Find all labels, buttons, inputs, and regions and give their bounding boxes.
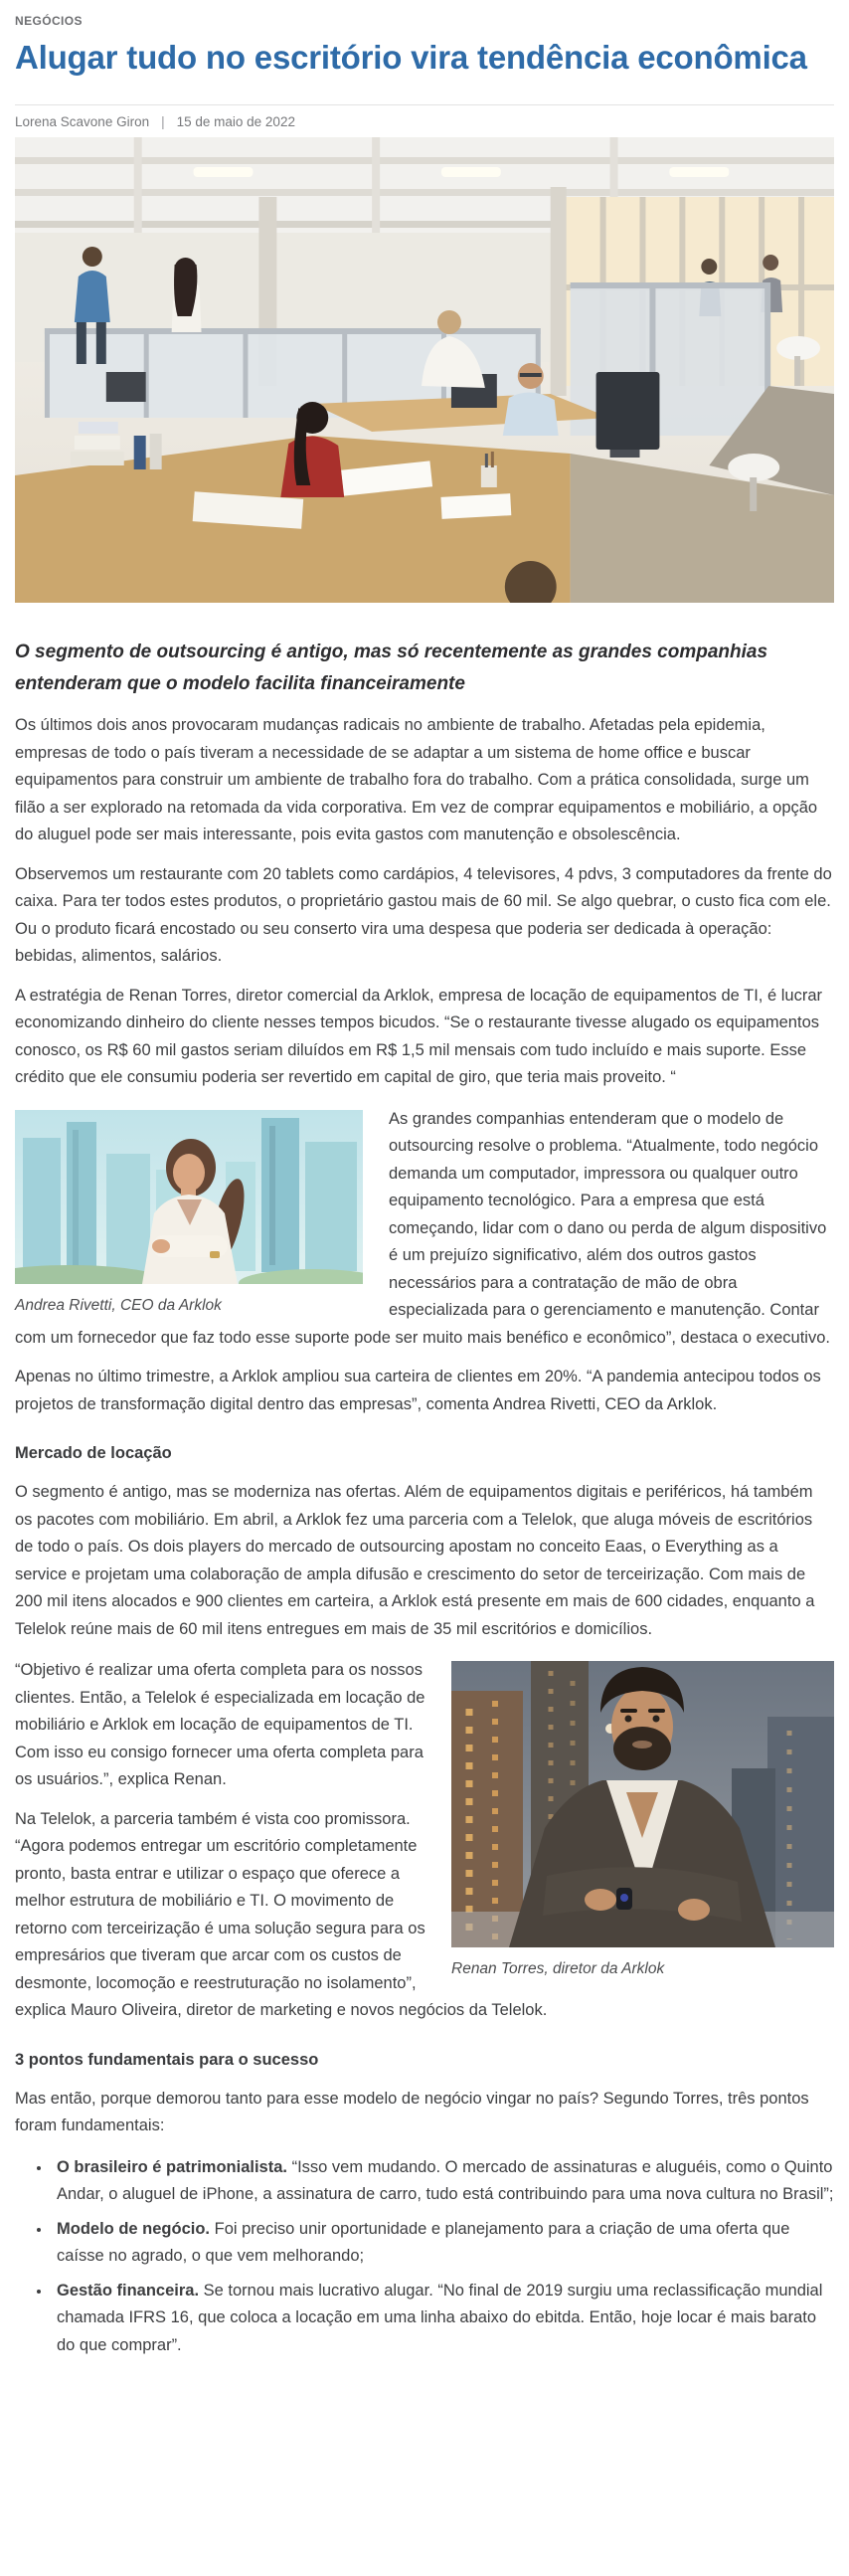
figure-caption-renan: Renan Torres, diretor da Arklok xyxy=(451,1960,665,1977)
article-page xyxy=(15,0,834,2359)
section-andrea xyxy=(15,1106,834,1353)
subheading-market: Mercado de locação xyxy=(15,1444,172,1462)
bullet-lead: Modelo de negócio. xyxy=(57,2219,211,2238)
author-name: Lorena Scavone Giron xyxy=(15,114,150,129)
page-title: Alugar tudo no escritório vira tendência econômica xyxy=(15,39,807,76)
article-paragraph: “Objetivo é realizar uma oferta completa para os nossos clientes. Então, a Telelok é especializada em locação de mobiliário e Arklok em locação de equipamentos de TI. Com isso eu consigo fornecer uma oferta completa para os usuários.”, explica Renan. xyxy=(15,1661,425,1788)
article-paragraph: O segmento é antigo, mas se moderniza nas ofertas. Além de equipamentos digitais e periféricos, há também os pacotes com mobiliário. Em abril, a Arklok fez uma parceria com a Telelok, que aluga móveis de escritórios de todo o país. Os dois players do mercado de outsourcing apostam no conceito Eaas, o Everything as a service e projetam uma colaboração de ampla difusão e crescimento do setor de terceirização. Com mais de 200 mil itens alocados e 900 clientes em carteira, a Arklok está presente em mais de 600 cidades, enquanto a Telelok reúne mais de 60 mil itens entregues em mais de 35 mil escritórios e domicílios. xyxy=(15,1483,815,1638)
bullet-list xyxy=(15,2154,834,2360)
subheading-success-points: 3 pontos fundamentais para o sucesso xyxy=(15,2050,319,2069)
category-label[interactable]: NEGÓCIOS xyxy=(15,14,83,28)
article-paragraph: Apenas no último trimestre, a Arklok ampliou sua carteira de clientes em 20%. “A pandemia antecipou todos os projetos de transformação digital dentro das empresas”, comenta Andrea Rivetti, CEO da Arklok. xyxy=(15,1368,821,1413)
figure-caption-andrea: Andrea Rivetti, CEO da Arklok xyxy=(15,1296,222,1314)
bullet-item xyxy=(52,2278,834,2360)
article-lede: O segmento de outsourcing é antigo, mas só recentemente as grandes companhias entenderam que o modelo facilita financeiramente xyxy=(15,642,768,694)
bullet-lead: O brasileiro é patrimonialista. xyxy=(57,2157,287,2176)
bullet-item xyxy=(52,2216,834,2271)
byline xyxy=(15,114,834,129)
bullet-lead: Gestão financeira. xyxy=(57,2281,200,2300)
figure-andrea xyxy=(15,1110,363,1315)
bullet-item xyxy=(52,2154,834,2209)
bullet-text: Se tornou mais lucrativo alugar. “No final de 2019 surgiu uma reclassificação mundial chamada IFRS 16, que coloca a locação em uma linha abaixo do ebitda. Então, hoje locar é mais barato do que comprar”. xyxy=(57,2281,823,2354)
bullet-text: Foi preciso unir oportunidade e planejamento para a criação de uma oferta que caísse no agrado, o que vem melhorando; xyxy=(57,2219,790,2265)
section-renan xyxy=(15,1657,834,2025)
article-paragraph: As grandes companhias entenderam que o modelo de outsourcing resolve o problema. “Atualmente, todo negócio demanda um computador, impressora ou qualquer outro equipamento tecnológico. Para a empresa que está começando, lidar com o dano ou perda de algum dispositivo é um prejuízo significativo, além dos outros gastos necessários para a contratação de mão de obra especializada para o gerenciamento e manutenção. Contar com um fornecedor que faz todo esse suporte pode ser muito mais benéfico e econômico”, destaca o executivo. xyxy=(15,1109,830,1347)
article-paragraph: Na Telelok, a parceria também é vista coo promissora. “Agora podemos entregar um escritório completamente pronto, basta entrar e utilizar o espaço que oferece a melhor estrutura de mobiliário e TI. O movimento de retorno com terceirização é uma solução segura para os empresários que tiveram que arcar com os custos de desmonte, locomoção e reestruturação no isolamento”, explica Mauro Oliveira, diretor de marketing e novos negócios da Telelok. xyxy=(15,1809,548,2019)
publish-date: 15 de maio de 2022 xyxy=(176,114,295,129)
article-paragraph: Observemos um restaurante com 20 tablets como cardápios, 4 televisores, 4 pdvs, 3 computadores da frente do caixa. Para ter todos estes produtos, o proprietário gastou mais de 60 mil. Se algo quebrar, o custo fica com ele. Ou o produto ficará encostado ou seu conserto vira uma despesa que poderia ser dedicada à operação: bebidas, alimentos, salários. xyxy=(15,864,832,965)
photo-andrea-rivetti xyxy=(15,1110,363,1284)
bullet-text: “Isso vem mudando. O mercado de assinaturas e aluguéis, como o Quinto Andar, o aluguel de iPhone, a assinatura de carro, tudo está contribuindo para uma nova cultura no Brasil”; xyxy=(57,2157,834,2203)
photo-renan-torres xyxy=(451,1661,834,1947)
figure-renan xyxy=(451,1661,834,1978)
office-open-space-photo xyxy=(15,137,834,603)
article-paragraph: A estratégia de Renan Torres, diretor comercial da Arklok, empresa de locação de equipamentos de TI, é lucrar economizando dinheiro do cliente nesses tempos bicudos. “Se o restaurante tivesse alugado os equipamentos conosco, os R$ 60 mil gastos seriam diluídos em R$ 1,5 mil mensais com tudo incluído e mais suporte. Esse crédito que ele consumiu poderia ser revertido em capital de giro, que teria mais proveito. “ xyxy=(15,986,822,1086)
hero-image xyxy=(15,137,834,603)
header-divider xyxy=(15,104,834,105)
byline-separator: | xyxy=(161,114,165,129)
article-paragraph: Os últimos dois anos provocaram mudanças radicais no ambiente de trabalho. Afetadas pela epidemia, empresas de todo o país tiveram a necessidade de se adaptar a um sistema de home office e buscar equipamentos para construir um ambiente de trabalho fora do trabalho. Com a prática consolidada, surge um filão a ser explorado na retomada da vida corporativa. Em vez de comprar equipamentos e mobiliário, a opção do aluguel pode ser mais interessante, pois evita gastos com manutenção e obsolescência. xyxy=(15,716,818,843)
article-paragraph: Mas então, porque demorou tanto para esse modelo de negócio vingar no país? Segundo Torres, três pontos foram fundamentais: xyxy=(15,2089,809,2134)
